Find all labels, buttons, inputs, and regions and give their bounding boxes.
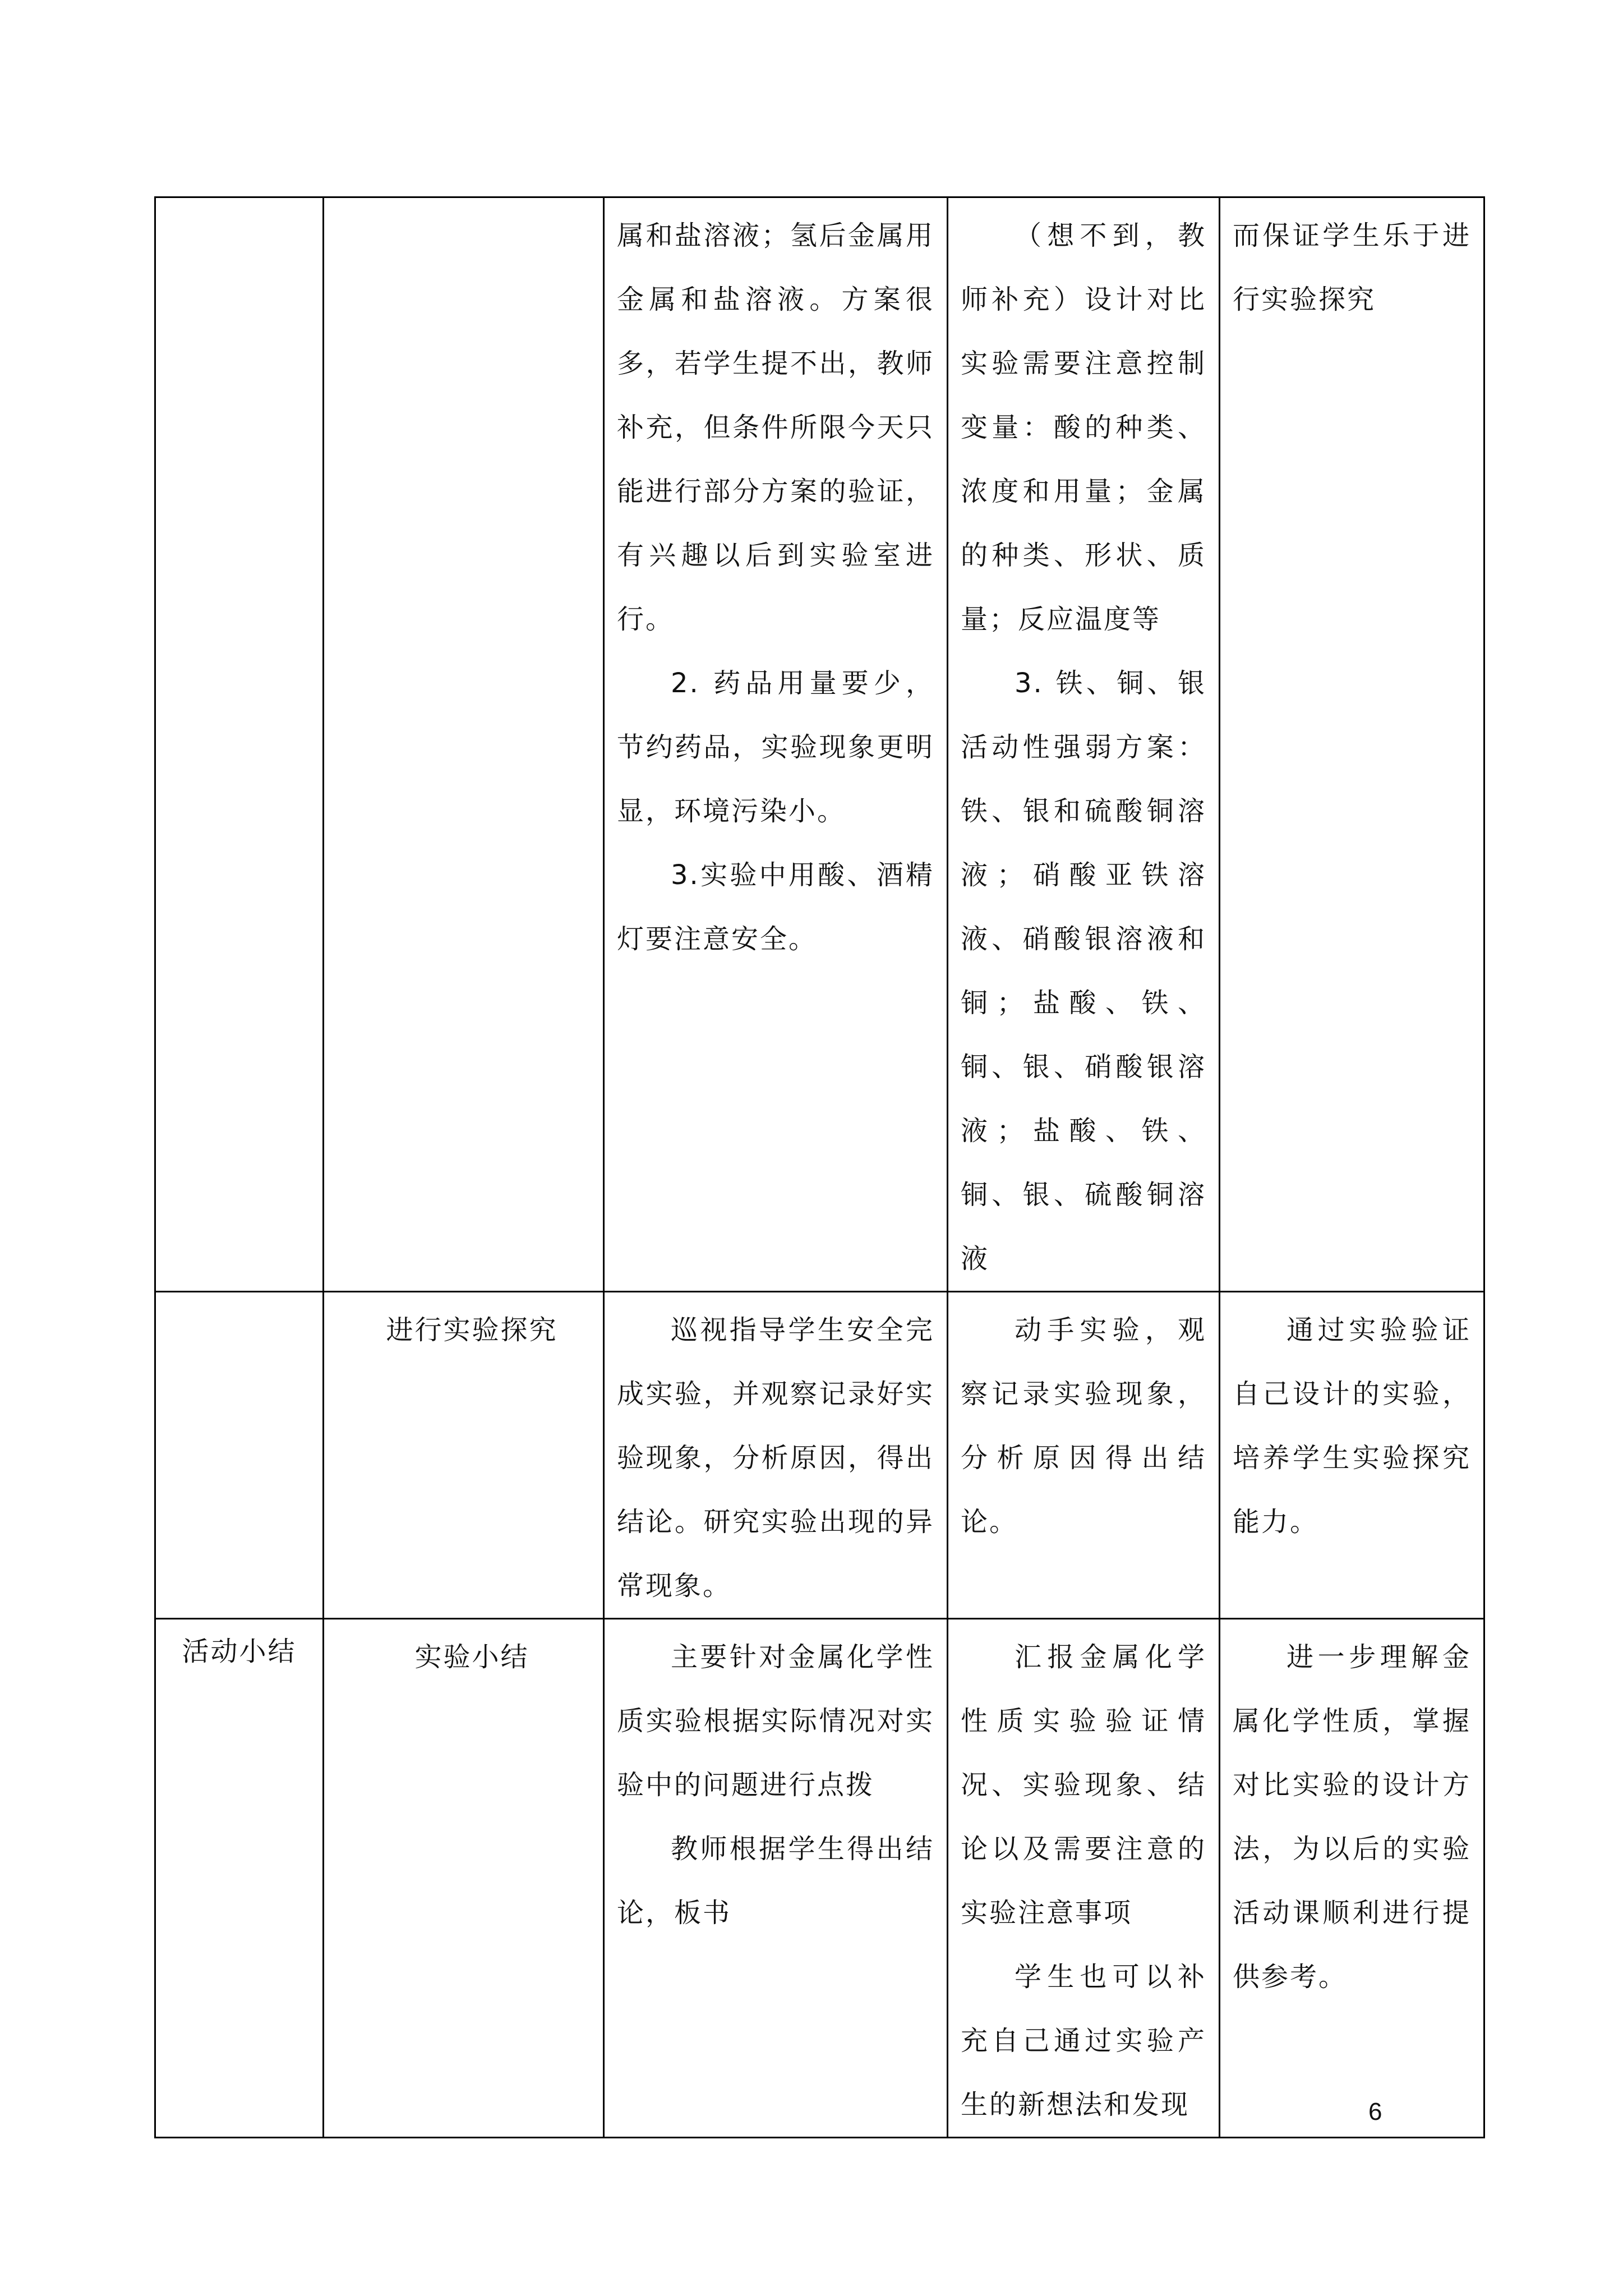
teacher-activity-cell	[604, 197, 948, 1292]
student-paragraph: 汇报金属化学性质实验验证情况、实验现象、结论以及需要注意的实验注意事项	[961, 1641, 1206, 1929]
lesson-plan-table	[154, 196, 1485, 2138]
student-paragraph: 学生也可以补充自己通过实验产生的新想法和发现	[961, 1961, 1206, 2120]
teacher-paragraph: 巡视指导学生安全完成实验，并观察记录好实验现象，分析原因，得出结论。研究实验出现的异常现象。	[617, 1314, 934, 1602]
step-cell	[324, 197, 604, 1292]
teacher-paragraph: 主要针对金属化学性质实验根据实际情况对实验中的问题进行点拨	[617, 1641, 934, 1801]
step-label: 实验小结	[414, 1641, 529, 1673]
step-label: 进行实验探究	[386, 1314, 558, 1346]
student-paragraph: （想不到，教师补充）设计对比实验需要注意控制变量：酸的种类、浓度和用量；金属的种类、形状、质量；反应温度等	[961, 220, 1206, 635]
stage-cell	[155, 197, 324, 1292]
student-activity-cell	[948, 1619, 1220, 2138]
teacher-activity-cell	[604, 1619, 948, 2138]
intent-paragraph: 进一步理解金属化学性质，掌握对比实验的设计方法，为以后的实验活动课顺利进行提供参考。	[1233, 1641, 1471, 1993]
step-cell	[324, 1619, 604, 2138]
table-row	[155, 197, 1484, 1292]
intent-paragraph: 而保证学生乐于进行实验探究	[1233, 220, 1471, 315]
student-paragraph: 动手实验，观察记录实验现象，分析原因得出结论。	[961, 1314, 1206, 1538]
page-number: 6	[1368, 2098, 1382, 2125]
step-cell	[324, 1292, 604, 1619]
student-activity-cell	[948, 1292, 1220, 1619]
design-intent-cell	[1220, 197, 1484, 1292]
stage-cell	[155, 1292, 324, 1619]
stage-cell	[155, 1619, 324, 2138]
teacher-paragraph: 3.实验中用酸、酒精灯要注意安全。	[617, 859, 934, 955]
student-paragraph: 3. 铁、铜、银活动性强弱方案：铁、银和硫酸铜溶液；硝酸亚铁溶液、硝酸银溶液和铜；盐酸、铁、铜、银、硝酸银溶液；盐酸、铁、铜、银、硫酸铜溶液	[961, 668, 1206, 1274]
table-row	[155, 1619, 1484, 2138]
teacher-paragraph: 教师根据学生得出结论，板书	[617, 1833, 934, 1929]
student-activity-cell	[948, 197, 1220, 1292]
intent-paragraph: 通过实验验证自己设计的实验，培养学生实验探究能力。	[1233, 1314, 1471, 1538]
teacher-paragraph: 属和盐溶液；氢后金属用金属和盐溶液。方案很多，若学生提不出，教师补充，但条件所限今天只能进行部分方案的验证，有兴趣以后到实验室进行。	[617, 220, 934, 635]
table-row	[155, 1292, 1484, 1619]
teacher-paragraph: 2. 药品用量要少，节约药品，实验现象更明显，环境污染小。	[617, 668, 934, 827]
teacher-activity-cell	[604, 1292, 948, 1619]
design-intent-cell	[1220, 1619, 1484, 2138]
stage-label: 活动小结	[182, 1636, 297, 1667]
design-intent-cell	[1220, 1292, 1484, 1619]
